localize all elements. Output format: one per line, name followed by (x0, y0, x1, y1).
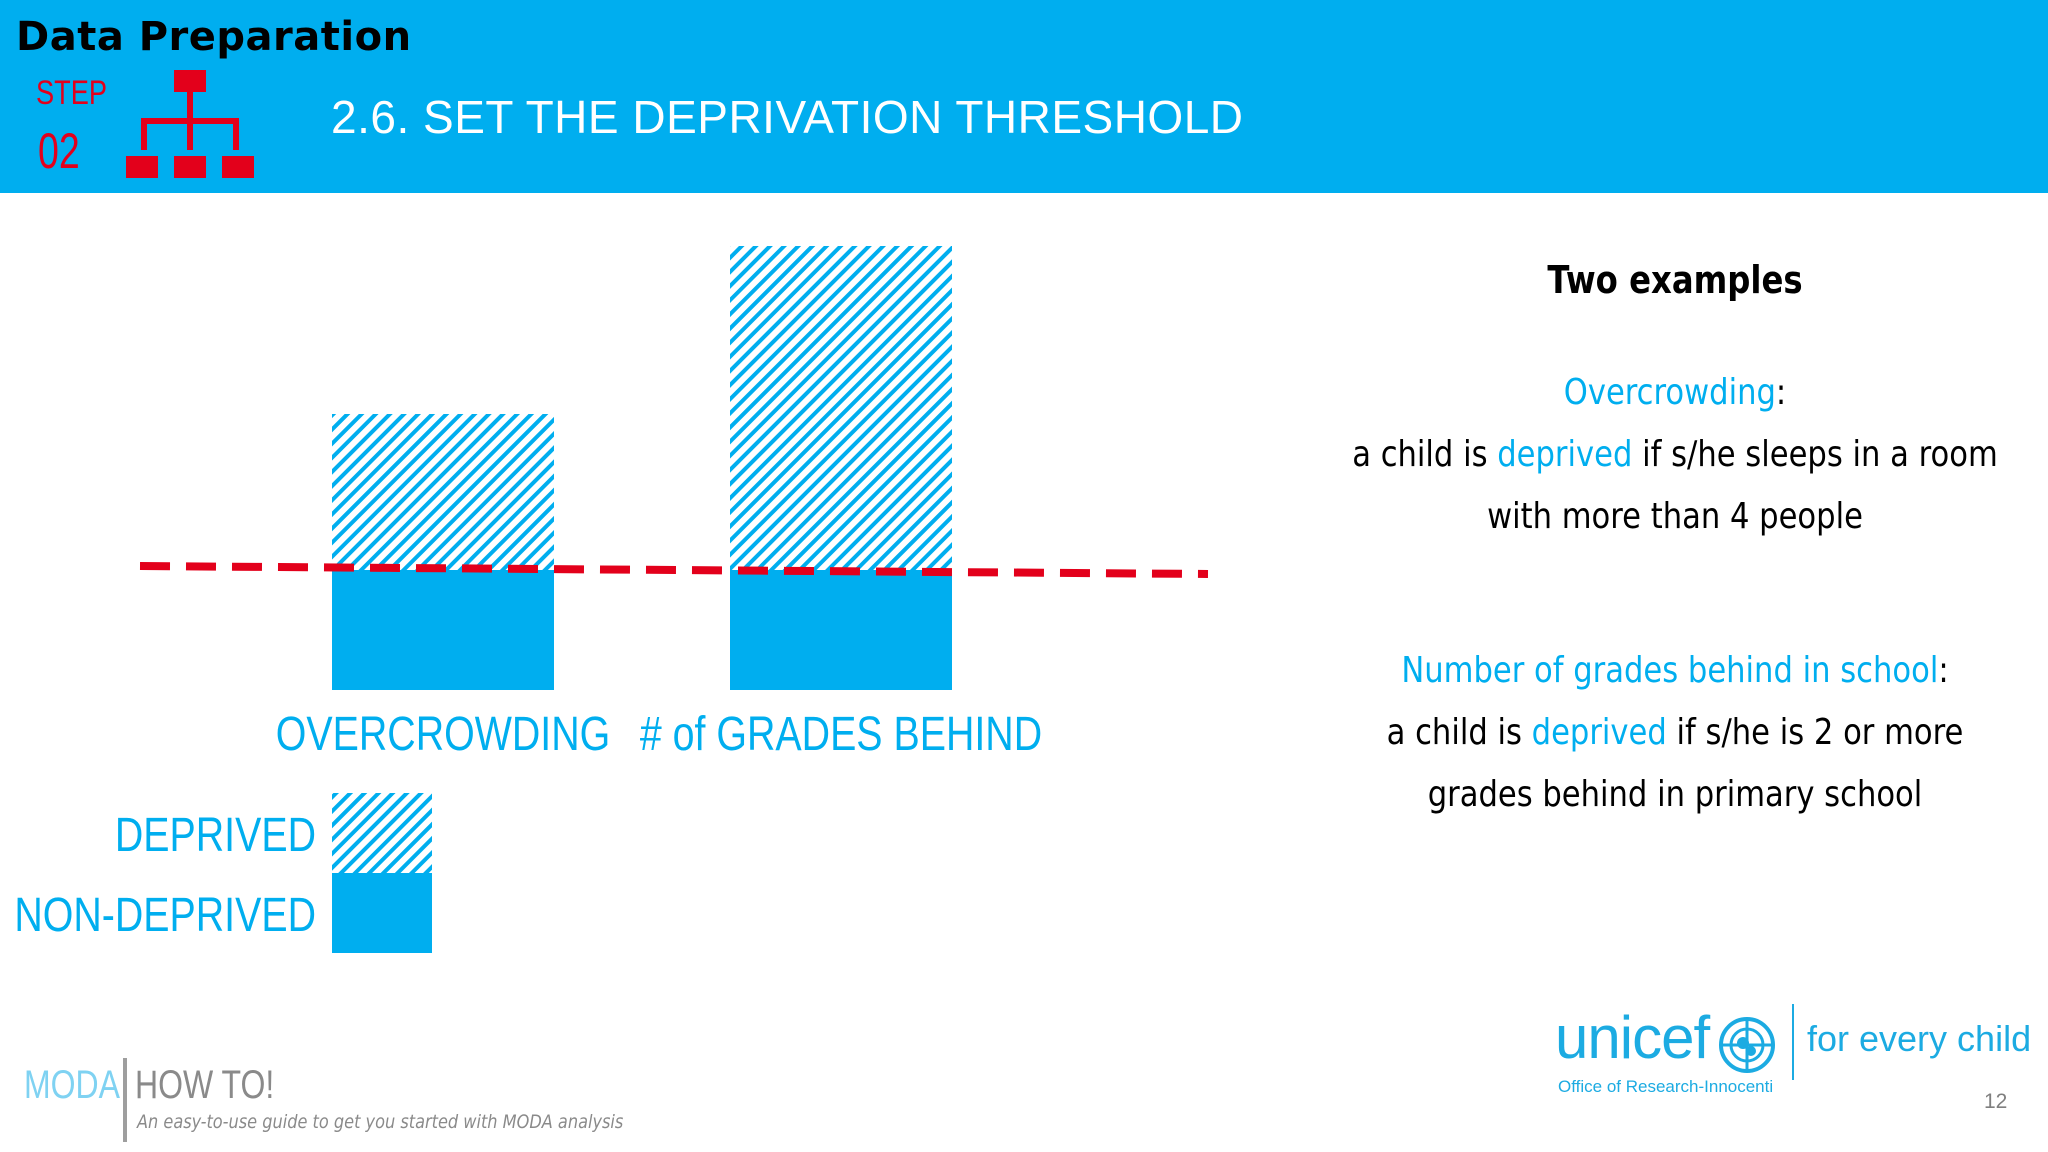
bar-deprived (332, 414, 554, 570)
threshold-line (140, 566, 1208, 574)
bar-non-deprived (730, 570, 952, 690)
threshold-dash (140, 566, 1208, 574)
bar-non-deprived (332, 570, 554, 690)
example-grades-behind (1331, 640, 2020, 826)
category-label: OVERCROWDING (275, 707, 611, 761)
example-definition (1331, 424, 2020, 486)
legend-swatch (332, 873, 432, 953)
category-title: Data Preparation (16, 14, 412, 60)
definition-post: if s/he sleeps in a room (1632, 434, 1998, 475)
example-overcrowding (1331, 362, 2020, 548)
definition-post: if s/he is 2 or more (1666, 712, 1964, 753)
definition-pre: a child is (1352, 434, 1498, 475)
footer-tagline: An easy-to-use guide to get you started with MODA analysis (137, 1111, 624, 1133)
unicef-globe-icon (1715, 1013, 1779, 1077)
example-name: Overcrowding (1563, 372, 1776, 413)
footer-divider (123, 1058, 127, 1142)
examples-title: Two examples (1547, 258, 1803, 302)
office-text: Office of Research-Innocenti (1558, 1077, 1774, 1096)
page-number: 12 (1984, 1090, 2008, 1113)
step-label: STEP (36, 74, 108, 112)
header-bar (0, 0, 2048, 193)
moda-logo-text: MODA (24, 1063, 120, 1107)
legend-label: NON-DEPRIVED (14, 888, 317, 942)
org-chart-icon (124, 70, 256, 182)
definition-line3: grades behind in primary school (1427, 774, 1923, 815)
for-every-child-text: for every child (1807, 1018, 2032, 1059)
category-label: # of GRADES BEHIND (639, 707, 1043, 761)
chart-bars (332, 246, 952, 690)
example-heading (1331, 362, 2020, 424)
threshold-chart (0, 193, 1270, 993)
legend-label: DEPRIVED (114, 808, 317, 862)
legend (14, 793, 432, 953)
definition-pre: a child is (1386, 712, 1532, 753)
bar-deprived (730, 246, 952, 570)
example-definition (1331, 702, 2020, 764)
unicef-wordmark: unicef (1555, 1004, 1710, 1071)
legend-swatch (332, 793, 432, 873)
example-colon: : (1938, 650, 1949, 691)
section-title: 2.6. SET THE DEPRIVATION THRESHOLD (331, 91, 1244, 143)
example-heading (1331, 640, 2020, 702)
category-labels (276, 707, 1042, 761)
example-name: Number of grades behind in school (1401, 650, 1939, 691)
definition-key: deprived (1497, 434, 1633, 475)
logo-divider (1792, 1004, 1794, 1080)
example-colon: : (1775, 372, 1787, 413)
definition-key: deprived (1531, 712, 1667, 753)
step-number: 02 (38, 123, 80, 179)
howto-text: HOW TO! (135, 1063, 275, 1107)
definition-line3: with more than 4 people (1487, 496, 1863, 537)
